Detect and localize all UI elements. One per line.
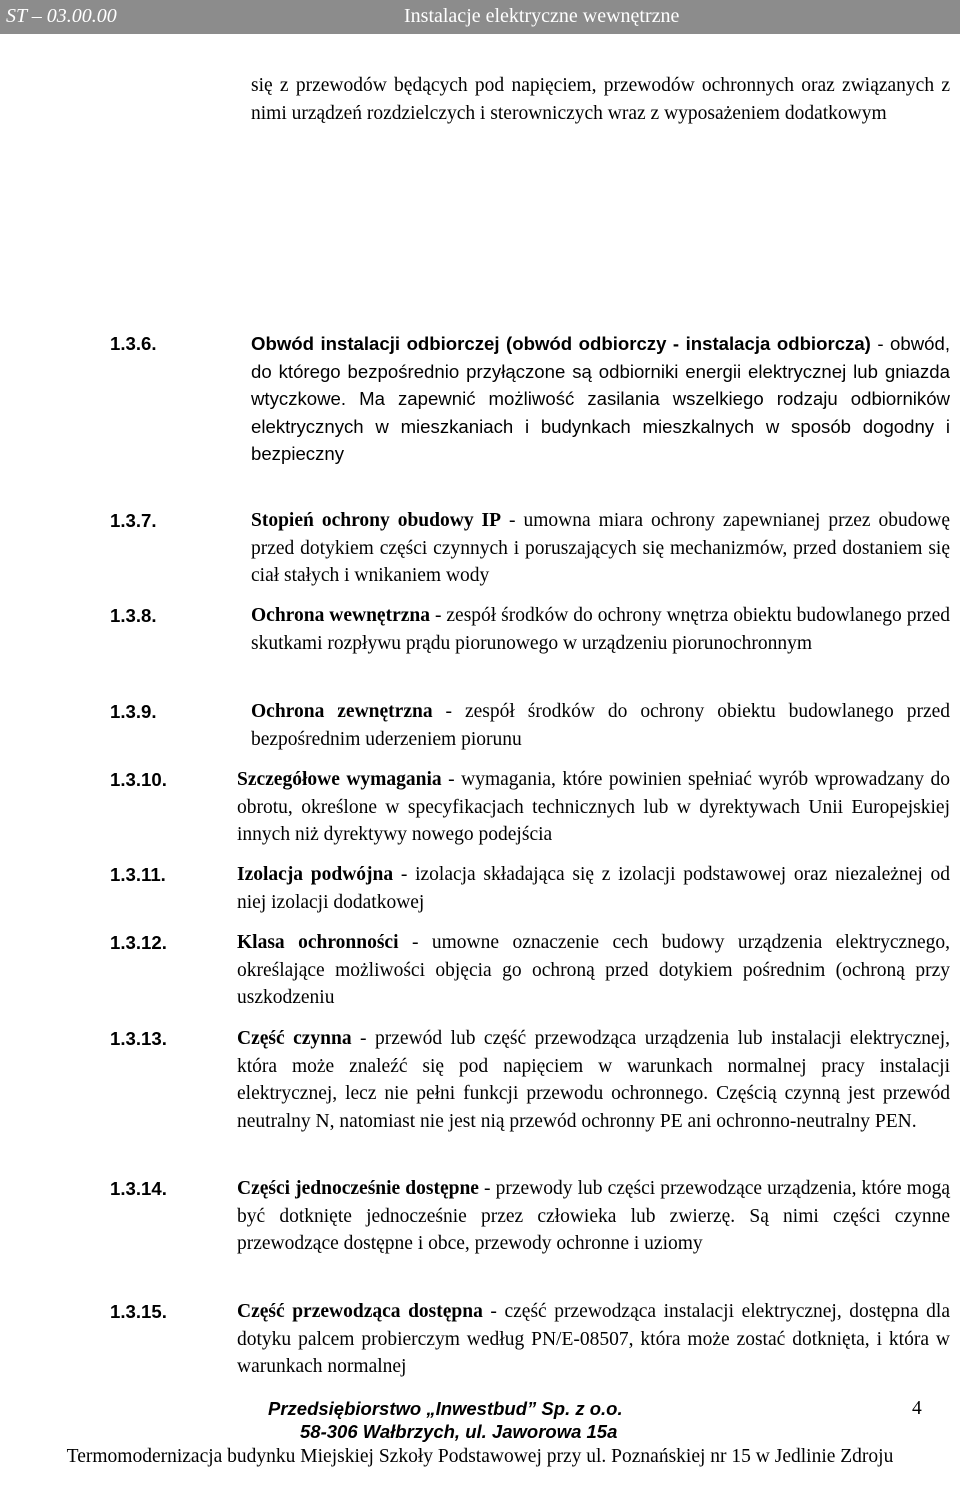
definition-term: Część czynna bbox=[237, 1028, 352, 1049]
document-title: Instalacje elektryczne wewnętrzne bbox=[404, 5, 680, 27]
definition-item bbox=[237, 929, 950, 1012]
definition-text: - zespół środków do ochrony wnętrza obiektu budowlanego przed skutkami rozpływu prądu piorunowego w urządzeniu piorunochronnym bbox=[251, 605, 951, 654]
definition-number: 1.3.10. bbox=[110, 769, 167, 790]
definition-text: - izolacja składająca się z izolacji podstawowej oraz niezależnej od niej izolacji dodatkowej bbox=[237, 864, 951, 913]
definition-text: - część przewodząca instalacji elektrycznej, dostępna dla dotyku palcem probierczym według PN/E-08507, która może zostać dotknięta, i która w warunkach normalnej bbox=[237, 1301, 950, 1377]
definition-text: - przewody lub części przewodzące urządzenia, które mogą być dotknięte jednocześnie przez człowieka lub zwierzę. Są nimi części czynne przewodzące dostępne i obce, przewody ochronne i uziomy bbox=[237, 1178, 950, 1254]
definition-number: 1.3.12. bbox=[110, 932, 167, 953]
definition-term: Stopień ochrony obudowy IP bbox=[251, 510, 502, 531]
intro-paragraph: się z przewodów będących pod napięciem, przewodów ochronnych oraz związanych z nimi urządzeń rozdzielczych i sterowniczych wraz z wyposażeniem dodatkowym bbox=[251, 75, 950, 124]
spec-code: ST – 03.00.00 bbox=[6, 5, 117, 27]
definition-term: Ochrona zewnętrzna bbox=[251, 701, 433, 722]
definition-text: - umowna miara ochrony zapewnianej przez obudowę przed dotykiem części czynnych i poruszających się mechanizmów, przed dostaniem się ciał stałych i wnikaniem wody bbox=[251, 510, 950, 586]
definition-number: 1.3.13. bbox=[110, 1028, 167, 1049]
footer-company-address: 58-306 Wałbrzych, ul. Jaworowa 15a bbox=[300, 1421, 618, 1442]
definition-item bbox=[251, 698, 950, 753]
definition-text: - umowne oznaczenie cech budowy urządzenia elektrycznego, określające możliwości objęcia go ochroną przed dotykiem pośrednim (ochroną przy uszkodzeniu bbox=[237, 932, 950, 1008]
definition-term: Szczegółowe wymagania bbox=[237, 769, 442, 790]
definition-number: 1.3.15. bbox=[110, 1301, 167, 1322]
definition-text: - wymagania, które powinien spełniać wyrób wprowadzany do obrotu, określone w specyfikacjach technicznych lub w dyrektywach Unii Europejskiej innych niż dyrektywy nowego podejścia bbox=[237, 769, 950, 845]
definition-number: 1.3.6. bbox=[110, 333, 157, 354]
definition-term: Obwód instalacji odbiorczej (obwód odbiorczy - instalacja odbiorcza) bbox=[251, 333, 871, 354]
definition-item bbox=[237, 766, 950, 849]
page-number: 4 bbox=[912, 1398, 922, 1419]
definition-item bbox=[251, 507, 950, 590]
definition-text: - obwód, do którego bezpośrednio przyłączone są odbiorniki energii elektrycznej lub gniazda wtyczkowe. Ma zapewnić możliwość zasilania wszelkiego rodzaju odbiorników elektrycznych w mieszkaniach i budynkach mieszkalnych w sposób dogodny i bezpieczny bbox=[251, 333, 950, 464]
definition-item bbox=[251, 602, 950, 657]
footer-company-name: Przedsiębiorstwo „Inwestbud” Sp. z o.o. bbox=[268, 1398, 623, 1419]
definition-item bbox=[237, 1298, 950, 1381]
definition-number: 1.3.8. bbox=[110, 605, 157, 626]
footer-project-title: Termomodernizacja budynku Miejskiej Szkoły Podstawowej przy ul. Poznańskiej nr 15 w Jedlinie Zdroju bbox=[66, 1446, 894, 1467]
definition-term: Część przewodząca dostępna bbox=[237, 1301, 483, 1322]
definition-text: - przewód lub część przewodząca urządzenia lub instalacji elektrycznej, która może znaleźć się pod napięciem w warunkach normalnej pracy instalacji elektrycznej, lecz nie pełni funkcji przewodu ochronnego. Częścią czynną jest przewód neutralny N, natomiast nie jest nią przewód ochronny PE ani ochronno-neutralny PEN. bbox=[237, 1028, 951, 1132]
definition-number: 1.3.11. bbox=[110, 864, 166, 885]
definition-number: 1.3.14. bbox=[110, 1178, 167, 1199]
definition-item bbox=[237, 1025, 950, 1135]
definition-term: Klasa ochronności bbox=[237, 932, 399, 953]
definition-number: 1.3.7. bbox=[110, 510, 157, 531]
definition-item bbox=[237, 1175, 950, 1258]
definition-number: 1.3.9. bbox=[110, 701, 157, 722]
definition-term: Części jednocześnie dostępne bbox=[237, 1178, 479, 1199]
definition-text: - zespół środków do ochrony obiektu budowlanego przed bezpośrednim uderzeniem piorunu bbox=[251, 701, 951, 750]
definition-term: Izolacja podwójna bbox=[237, 864, 394, 885]
page-header bbox=[0, 0, 960, 34]
definition-item bbox=[251, 330, 950, 468]
definition-item bbox=[237, 861, 950, 916]
definition-term: Ochrona wewnętrzna bbox=[251, 605, 430, 626]
